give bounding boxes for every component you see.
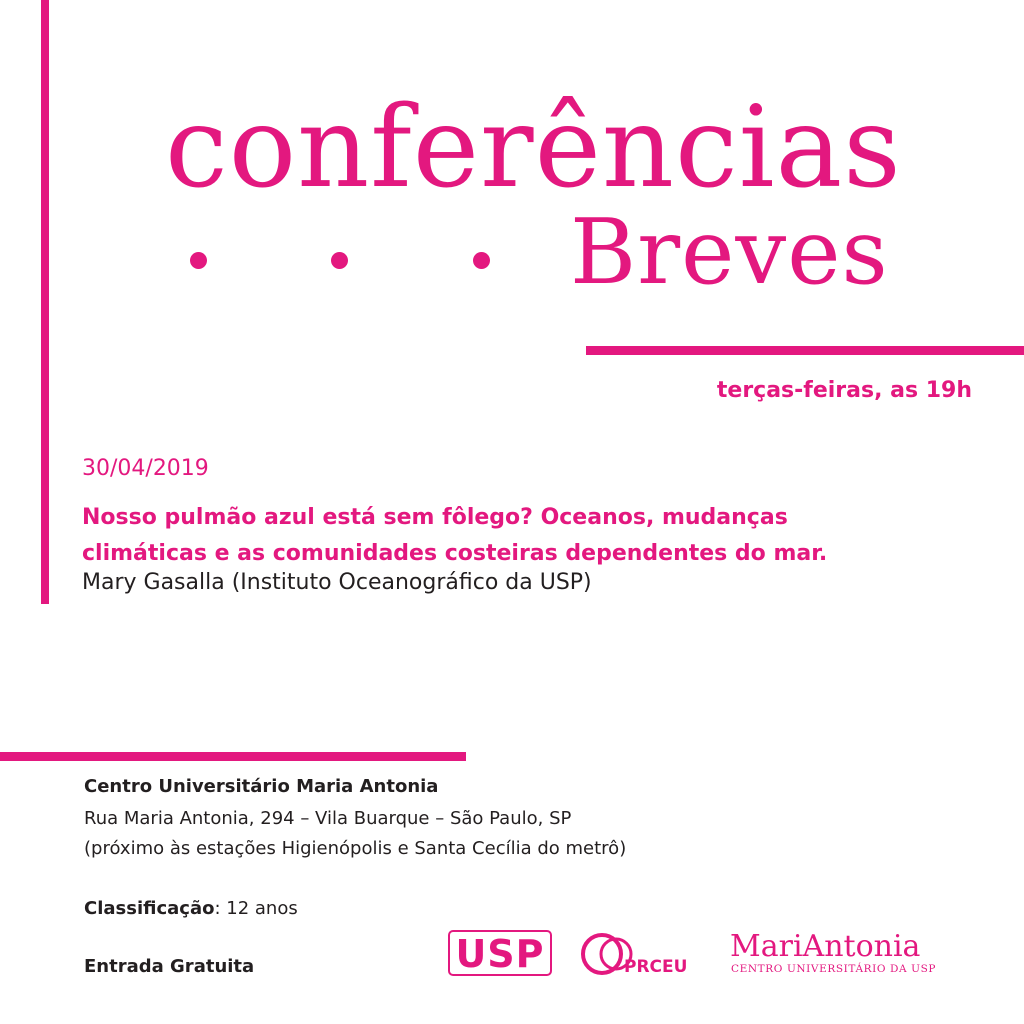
usp-logo-text: USP bbox=[455, 932, 545, 976]
dot-3 bbox=[473, 252, 490, 269]
dot-2 bbox=[331, 252, 348, 269]
bottom-horizontal-rule bbox=[0, 752, 466, 761]
event-title: Nosso pulmão azul está sem fôlego? Oceanos, mudanças climáticas e as comunidades costeiras dependentes do mar. bbox=[82, 505, 828, 566]
entry-info: Entrada Gratuita bbox=[84, 956, 255, 977]
rating-label: Classificação bbox=[84, 898, 215, 919]
venue-address: Rua Maria Antonia, 294 – Vila Buarque – São Paulo, SP bbox=[84, 808, 572, 829]
venue-name: Centro Universitário Maria Antonia bbox=[84, 776, 439, 797]
title-line-2: Breves bbox=[570, 200, 889, 305]
event-date: 30/04/2019 bbox=[82, 456, 209, 481]
mariantonia-logo-text: MariAntonia bbox=[730, 929, 921, 964]
title-line-1: conferências bbox=[165, 83, 902, 213]
venue-note: (próximo às estações Higienópolis e Santa Cecília do metrô) bbox=[84, 838, 627, 859]
prceu-logo bbox=[580, 930, 704, 978]
left-vertical-rule bbox=[41, 0, 49, 604]
rating-value: : 12 anos bbox=[214, 898, 298, 919]
dot-1 bbox=[190, 252, 207, 269]
mariantonia-logo-subtitle: CENTRO UNIVERSITÁRIO DA USP bbox=[731, 963, 937, 975]
top-horizontal-rule bbox=[586, 346, 1024, 355]
prceu-logo-text: PRCEU bbox=[624, 957, 688, 977]
schedule-text: terças-feiras, as 19h bbox=[716, 378, 972, 403]
age-rating bbox=[84, 898, 298, 919]
event-speaker: Mary Gasalla (Instituto Oceanográfico da USP) bbox=[82, 570, 592, 595]
decorative-dots bbox=[190, 252, 500, 272]
mariantonia-logo bbox=[730, 928, 978, 978]
usp-logo bbox=[448, 930, 552, 976]
